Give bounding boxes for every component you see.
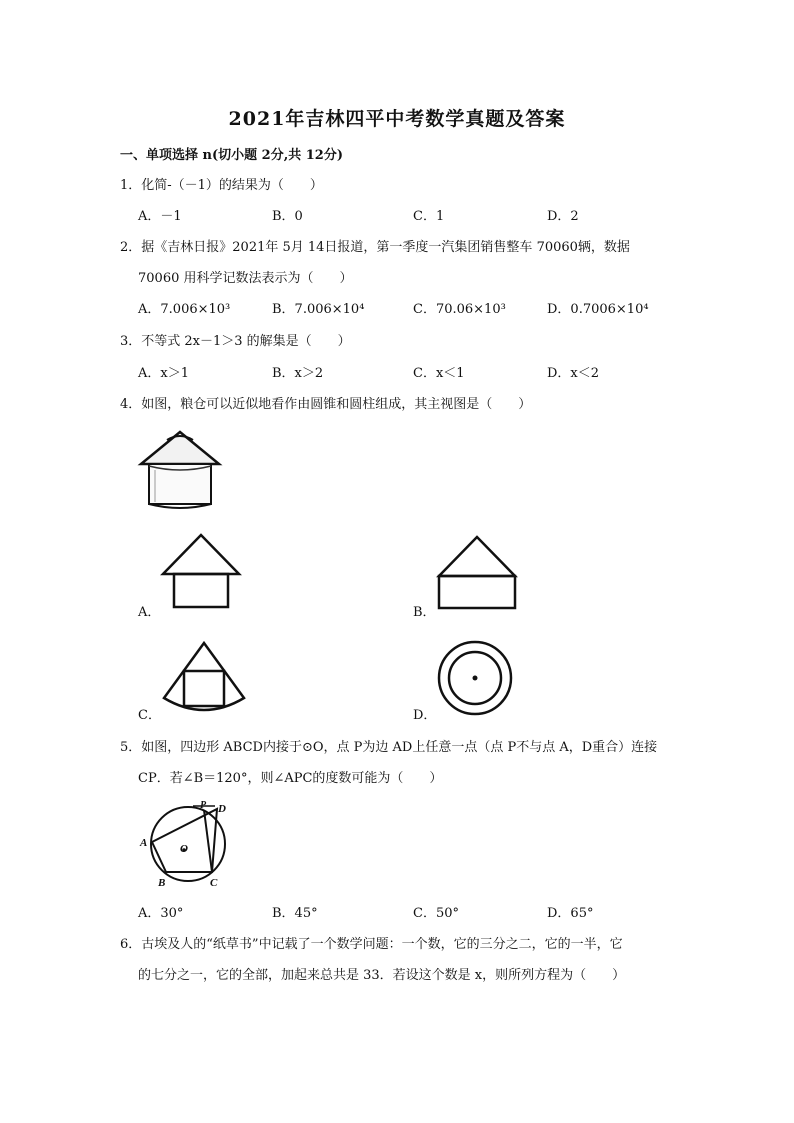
point-b-label: B xyxy=(158,877,166,889)
q5-option-d: D．65° xyxy=(547,906,594,921)
question-2-stem-line1: 2．据《吉林日报》2021年 5月 14日报道，第一季度一汽集团销售整车 70060辆，数据 xyxy=(120,240,630,255)
section-heading: 一、单项选择 n(切小题 2分,共 12分) xyxy=(120,148,343,163)
q3-option-a: A．x＞1 xyxy=(138,366,189,381)
q4-option-b-label: B． xyxy=(413,605,436,620)
q5-option-b: B．45° xyxy=(272,906,318,921)
q4-option-d-label: D． xyxy=(413,708,437,723)
question-6-stem-line2: 的七分之一，它的全部，加起来总共是 33．若设这个数是 x，则所列方程为（ ） xyxy=(138,968,626,983)
q4-option-a-label: A． xyxy=(138,605,161,620)
question-5-stem-line2: CP．若∠B＝120°，则∠APC的度数可能为（ ） xyxy=(138,771,443,786)
circle-quadrilateral-figure xyxy=(138,800,238,890)
q2-option-a: A．7.006×10³ xyxy=(138,302,231,317)
question-2-stem-line2: 70060 用科学记数法表示为（ ） xyxy=(138,271,353,286)
q3-option-c: C．x＜1 xyxy=(413,366,465,381)
question-6-stem-line1: 6．古埃及人的“纸草书”中记载了一个数学问题：一个数，它的三分之二，它的一半，它 xyxy=(120,937,623,952)
q4-option-b-figure xyxy=(434,534,520,612)
question-5-stem-line1: 5．如图，四边形 ABCD内接于⊙O，点 P为边 AD上任意一点（点 P不与点 A，D重合）连接 xyxy=(120,740,658,755)
point-d-label: D xyxy=(218,803,226,815)
q2-option-b: B．7.006×10⁴ xyxy=(272,302,365,317)
point-p-label: P xyxy=(200,800,207,811)
q1-option-c: C．1 xyxy=(413,209,445,224)
q1-option-b: B．0 xyxy=(272,209,303,224)
question-3-stem: 3．不等式 2x－1＞3 的解集是（ ） xyxy=(120,334,351,349)
point-o-label: O xyxy=(180,843,188,855)
page-title: 2021年吉林四平中考数学真题及答案 xyxy=(228,108,566,130)
question-1-stem: 1．化简-（－1）的结果为（ ） xyxy=(120,178,323,193)
q4-option-c-label: C． xyxy=(138,708,161,723)
q4-option-a-figure xyxy=(158,532,244,610)
q3-option-b: B．x＞2 xyxy=(272,366,324,381)
granary-figure xyxy=(135,430,225,512)
q1-option-a: A．－1 xyxy=(138,209,182,224)
q5-option-a: A．30° xyxy=(138,906,184,921)
q2-option-c: C．70.06×10³ xyxy=(413,302,506,317)
point-a-label: A xyxy=(140,837,148,849)
q2-option-d: D．0.7006×10⁴ xyxy=(547,302,649,317)
q3-option-d: D．x＜2 xyxy=(547,366,600,381)
q4-option-d-figure xyxy=(435,638,515,718)
point-c-label: C xyxy=(210,877,218,889)
q4-option-c-figure xyxy=(160,638,248,716)
q5-option-c: C．50° xyxy=(413,906,459,921)
q1-option-d: D．2 xyxy=(547,209,579,224)
question-4-stem: 4．如图，粮仓可以近似地看作由圆锥和圆柱组成，其主视图是（ ） xyxy=(120,397,532,412)
